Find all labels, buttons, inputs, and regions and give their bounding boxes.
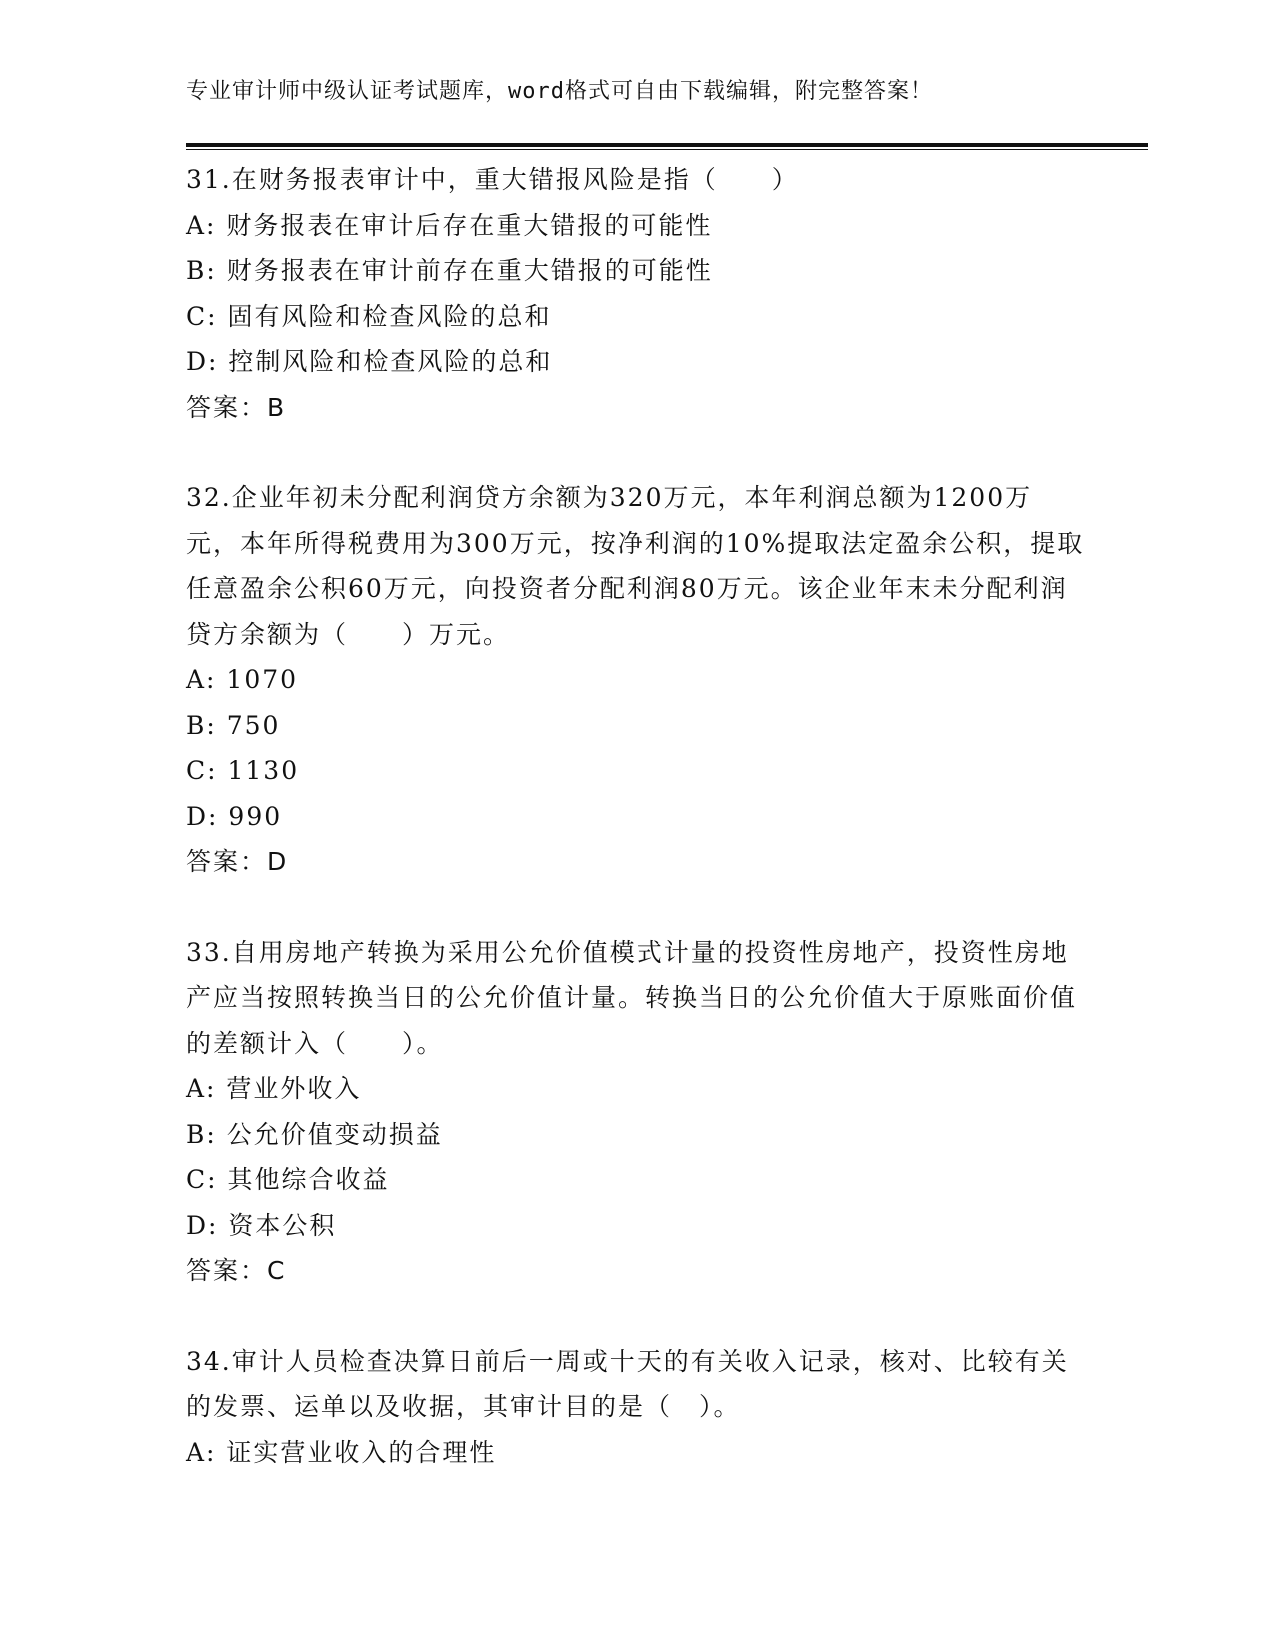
question-34	[186, 1339, 1086, 1476]
option-a: A: 财务报表在审计后存在重大错报的可能性	[186, 210, 713, 240]
option-d: D: 资本公积	[186, 1210, 337, 1240]
question-stem: 32.企业年初未分配利润贷方余额为320万元，本年利润总额为1200万元，本年所得税费用为300万元，按净利润的10%提取法定盈余公积，提取任意盈余公积60万元，向投资者分配利润80万元。该企业年末未分配利润贷方余额为（ ）万元。	[186, 483, 1085, 649]
header-rule-thin	[186, 149, 1148, 150]
question-33	[186, 930, 1086, 1294]
option-c: C: 1130	[186, 756, 300, 785]
spacer	[186, 430, 1086, 475]
question-list	[186, 157, 1086, 1475]
header-rule-thick	[186, 143, 1148, 147]
spacer	[186, 1294, 1086, 1339]
option-c: C: 固有风险和检查风险的总和	[186, 301, 552, 331]
answer-line: 答案：C	[186, 1256, 287, 1285]
question-stem: 33.自用房地产转换为采用公允价值模式计量的投资性房地产，投资性房地产应当按照转换当日的公允价值计量。转换当日的公允价值大于原账面价值的差额计入（ ）。	[186, 937, 1078, 1058]
answer-line: 答案：D	[186, 847, 289, 876]
option-b: B: 财务报表在审计前存在重大错报的可能性	[186, 256, 713, 285]
question-stem: 31.在财务报表审计中，重大错报风险是指（ ）	[186, 165, 799, 194]
option-a: A: 1070	[186, 665, 299, 694]
option-a: A: 营业外收入	[186, 1074, 362, 1103]
option-a: A: 证实营业收入的合理性	[186, 1437, 497, 1467]
option-c: C: 其他综合收益	[186, 1165, 390, 1194]
option-d: D: 控制风险和检查风险的总和	[186, 347, 553, 376]
spacer	[186, 885, 1086, 930]
option-b: B: 公允价值变动损益	[186, 1119, 443, 1149]
question-stem: 34.审计人员检查决算日前后一周或十天的有关收入记录，核对、比较有关的发票、运单以及收据，其审计目的是（ ）。	[186, 1346, 1069, 1421]
header-title: 专业审计师中级认证考试题库，word格式可自由下载编辑，附完整答案！	[186, 79, 933, 104]
option-d: D: 990	[186, 801, 283, 831]
question-32	[186, 475, 1086, 885]
question-31	[186, 157, 1086, 430]
answer-line: 答案：B	[186, 392, 287, 422]
option-b: B: 750	[186, 710, 281, 740]
